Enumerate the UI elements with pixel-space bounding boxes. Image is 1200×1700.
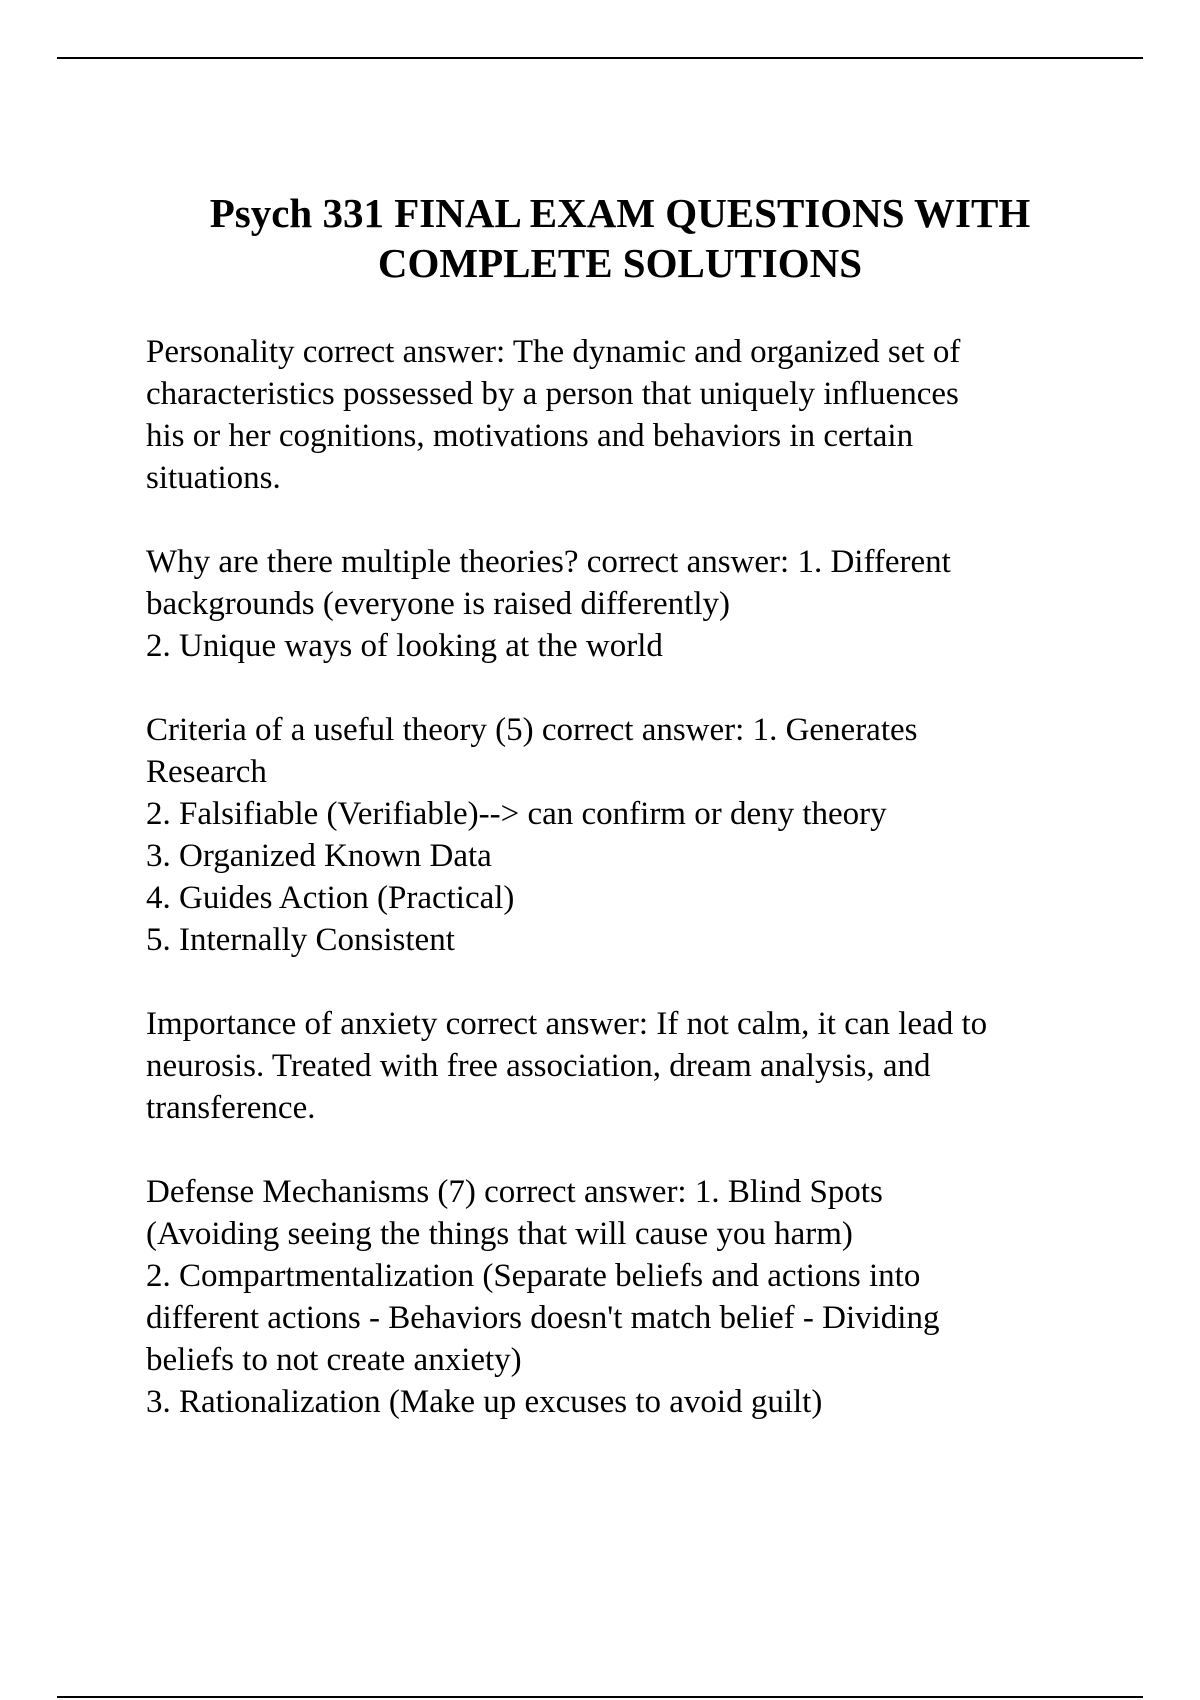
text-line: (Avoiding seeing the things that will cause you harm) [146,1216,853,1252]
text-line: 4. Guides Action (Practical) [146,880,515,916]
text-line: 2. Unique ways of looking at the world [146,628,663,664]
qa-entry-anxiety [146,1003,1106,1129]
text-line: 2. Falsifiable (Verifiable)--> can confirm or deny theory [146,796,887,832]
top-rule [57,57,1143,59]
text-line: Why are there multiple theories? correct answer: 1. Different [146,544,951,580]
bottom-rule [57,1696,1143,1698]
text-line: different actions - Behaviors doesn't match belief - Dividing [146,1300,940,1336]
text-line: 3. Rationalization (Make up excuses to avoid guilt) [146,1384,823,1420]
qa-entry-defense-mechanisms [146,1171,1106,1423]
text-line: Personality correct answer: The dynamic and organized set of [146,334,961,370]
text-line: 3. Organized Known Data [146,838,492,874]
text-line: characteristics possessed by a person that uniquely influences [146,376,959,412]
title-line-2: COMPLETE SOLUTIONS [377,240,863,286]
text-line: beliefs to not create anxiety) [146,1342,522,1378]
text-line: 5. Internally Consistent [146,922,455,958]
text-line: neurosis. Treated with free association, dream analysis, and [146,1048,931,1084]
text-line: Criteria of a useful theory (5) correct answer: 1. Generates [146,712,918,748]
qa-entry-personality [146,331,1106,499]
document-body [146,331,1106,1465]
text-line: his or her cognitions, motivations and behaviors in certain [146,418,914,454]
qa-entry-multiple-theories [146,541,1106,667]
text-line: situations. [146,460,281,496]
text-line: Research [146,754,267,790]
text-line: Importance of anxiety correct answer: If not calm, it can lead to [146,1006,988,1042]
qa-entry-useful-theory-criteria [146,709,1106,961]
text-line: 2. Compartmentalization (Separate beliefs and actions into [146,1258,921,1294]
title-line-1: Psych 331 FINAL EXAM QUESTIONS WITH [209,190,1031,236]
page-title [140,188,1100,288]
text-line: transference. [146,1090,316,1126]
text-line: backgrounds (everyone is raised differently) [146,586,731,622]
text-line: Defense Mechanisms (7) correct answer: 1. Blind Spots [146,1174,883,1210]
